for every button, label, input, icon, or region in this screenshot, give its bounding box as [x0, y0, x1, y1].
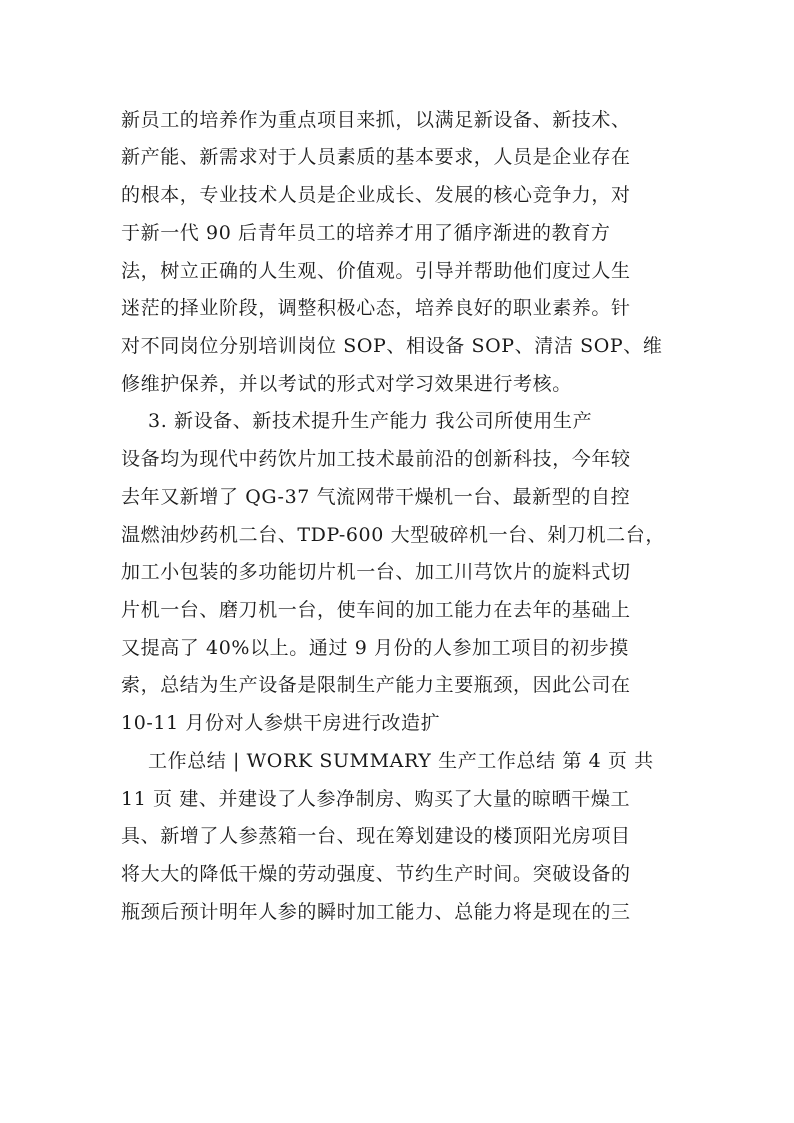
- body-text-line: 10-11 月份对人参烘干房进行改造扩: [121, 712, 441, 734]
- section-heading-line: 3. 新设备、新技术提升生产能力 我公司所使用生产: [148, 410, 593, 432]
- body-text-line: 将大大的降低干燥的劳动强度、节约生产时间。突破设备的: [121, 863, 631, 885]
- body-text-line: 修维护保养，并以考试的形式对学习效果进行考核。: [121, 373, 572, 395]
- body-text-line: 瓶颈后预计明年人参的瞬时加工能力、总能力将是现在的三: [121, 901, 631, 923]
- body-text-line: 温燃油炒药机二台、TDP-600 大型破碎机一台、剁刀机二台，: [121, 524, 665, 546]
- body-text-line: 新员工的培养作为重点项目来抓，以满足新设备、新技术、: [121, 109, 631, 131]
- body-text-line: 的根本，专业技术人员是企业成长、发展的核心竞争力，对: [121, 184, 631, 206]
- body-text-line: 索，总结为生产设备是限制生产能力主要瓶颈，因此公司在: [121, 674, 631, 696]
- body-text-line: 迷茫的择业阶段，调整积极心态，培养良好的职业素养。针: [121, 297, 631, 319]
- body-text-line: 于新一代 90 后青年员工的培养才用了循序渐进的教育方: [121, 222, 611, 244]
- body-text-line: 去年又新增了 QG-37 气流网带干燥机一台、最新型的自控: [121, 486, 631, 508]
- body-text-line: 加工小包装的多功能切片机一台、加工川芎饮片的旋料式切: [121, 561, 631, 583]
- body-text-line: 片机一台、磨刀机一台，使车间的加工能力在去年的基础上: [121, 599, 631, 621]
- body-text-line: 法，树立正确的人生观、价值观。引导并帮助他们度过人生: [121, 260, 631, 282]
- body-text-line: 新产能、新需求对于人员素质的基本要求，人员是企业存在: [121, 146, 631, 168]
- body-text-line: 11 页 建、并建设了人参净制房、购买了大量的晾晒干燥工: [121, 788, 631, 810]
- body-text-line: 具、新增了人参蒸箱一台、现在筹划建设的楼顶阳光房项目: [121, 825, 631, 847]
- page-footer-line: 工作总结 | WORK SUMMARY 生产工作总结 第 4 页 共: [148, 750, 654, 772]
- body-text-line: 又提高了 40%以上。通过 9 月份的人参加工项目的初步摸: [121, 637, 629, 659]
- body-text-line: 对不同岗位分别培训岗位 SOP、相设备 SOP、清洁 SOP、维: [121, 335, 663, 357]
- body-text-line: 设备均为现代中药饮片加工技术最前沿的创新科技，今年较: [121, 448, 631, 470]
